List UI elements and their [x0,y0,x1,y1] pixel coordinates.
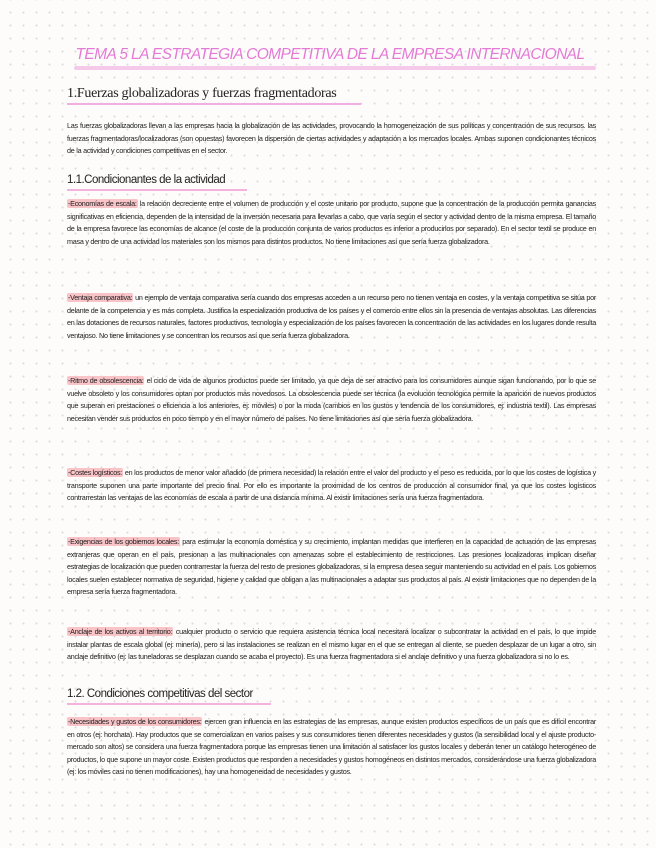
page-title: TEMA 5 LA ESTRATEGIA COMPETITIVA DE LA EMPRESA INTERNACIONAL [75,46,585,63]
item-text: cualquier producto o servicio que requiera asistencia técnica local necesitará localizar o subcontratar la actividad en el país, lo que impide instalar plantas de escala global (ej: minería), pero si las instalaciones se realizan en el mismo lugar en el que se entregan al cliente, se pueden desplazar de un lugar a otro, sin anclaje definitivo (ej: las tuneladoras se desplazan cuando se acaba el proyecto). Es una fuerza fragmentadora si el anclaje definitivo y una fuerza globalizadora si no lo es. [67,627,596,662]
item-text: la relación decreciente entre el volumen de producción y el coste unitario por producto, supone que la concentración de la producción permita ganancias significativas en eficiencia, dependen de la intensidad de la inversión necesaria para llevarlas a cabo, que varía según el sector y actividad dentro de la misma empresa. El tamaño de la empresa favorece las economías de alcance (el coste de la producción conjunta de varios productos es inferior a producirlos por separado). En el sector textil se produce en masa y dentro de una actividad los materiales son los mismos para distintos productos. No tiene limitaciones así que sería fuerza globalizadora. [67,199,596,246]
item-ritmo-obsolescencia [67,375,596,425]
item-term: -Ventaja comparativa: [68,293,133,302]
item-gobiernos-locales [67,536,596,599]
subheading-1-2: 1.2. Condiciones competitivas del sector [67,688,253,700]
item-necesidades-gustos [67,716,596,779]
section-underline [67,103,361,105]
item-term: -Economías de escala: [68,199,137,208]
item-text: para estimular la economía doméstica y su crecimiento, implantan medidas que interfieren en la capacidad de actuación de las empresas extranjeras que operan en el país, presionan a las multinacionales con amenazas sobre el establecimiento de restricciones. Las presiones localizadoras implican diseñar estrategias de localización que pueden contrarrestar la fuerza del resto de presiones globalizadoras, si la empresa desea seguir manteniendo su actividad en el país. Los gobiernos locales suelen establecer normativa de seguridad, higiene y calidad que obligan a las multinacionales a adaptar sus productos al país. Al existir limitaciones que no dependen de la empresa sería fuerza fragmentadora. [67,537,596,597]
intro-paragraph: Las fuerzas globalizadoras llevan a las empresas hacia la globalización de las actividades, provocando la homogeneización de sus políticas y concentración de sus recursos. las fuerzas fragmentadoras/localizadoras (son opuestas) favorecen la dispersión de ciertas actividades y adaptación a los mercados locales. Ambas suponen condicionantes técnicos de la actividad y condiciones competitivas en el sector. [67,121,596,156]
item-text: ejercen gran influencia en las estrategias de las empresas, aunque existen productos específicos de un país que es difícil encontrar en otros (ej: horchata). Hay productos que se comercializan en varios países y sus consumidores tienen diferentes necesidades y gustos (la sensibilidad local y el ajuste producto-mercado son altos) se considera una fuerza fragmentadora porque las empresas tienen una limitación al satisfacer los gustos locales y deberán tener un catálogo heterogéneo de productos, lo que supone un mayor coste. Existen productos que responden a necesidades y gustos homogéneos en distintos mercados, considerándose una fuerza globalizadora (ej: los móviles casi no tienen modificaciones), hay una homogeneidad de necesidades y gustos. [67,717,596,777]
item-term: -Ritmo de obsolescencia: [68,376,144,385]
item-text: el ciclo de vida de algunos productos puede ser limitado, ya que deja de ser atractivo para los consumidores aunque sigan funcionando, por lo que se vuelve obsoleto y los consumidores optan por productos más novedosos. La obsolescencia puede ser técnica (la evolución tecnológica permite la aparición de nuevos productos que superan en prestaciones o eficiencia a los anteriores, ej: móviles) o por la moda (cambios en los gustos y tendencia de los consumidores, ej: industria textil). Las empresas necesitan vender sus productos en poco tiempo y en el mayor número de países. No tiene limitaciones así que sería fuerza globalizadora. [67,376,596,423]
item-text: en los productos de menor valor añadido (de primera necesidad) la relación entre el valor del producto y el peso es reducida, por lo que los costes de logística y transporte suponen una parte importante del precio final. Por ello es importante la proximidad de los centros de producción al consumidor final, ya que los costes logísticos contrarrestan las ventajas de las economías de escala a partir de una distancia mínima. Al existir limitaciones sería una fuerza fragmentadora. [67,468,597,503]
item-ventaja-comparativa [67,292,596,342]
item-anclaje-activos [67,626,596,664]
item-term: -Costes logísticos: [68,468,123,477]
item-text: un ejemplo de ventaja comparativa sería cuando dos empresas acceden a un recurso pero no tienen ventaja en costes, y la ventaja competitiva se sitúa por delante de la competencia y es más completa. Justifica la especialización productiva de los países y el comercio entre ellos sin la presencia de ventajas absolutas. Las diferencias en las dotaciones de recursos naturales, factores productivos, tecnología y especialización de los países favorecen la concentración de las actividades en los lugares donde resulta ventajoso. No tiene limitaciones y se concentran los recursos así que sería fuerza globalizadora. [67,293,596,340]
item-term: -Anclaje de los activos al territorio: [68,627,173,636]
item-term: -Exigencias de los gobiernos locales: [68,537,180,546]
item-economias-escala [67,198,596,248]
item-term: -Necesidades y gustos de los consumidores: [68,717,202,726]
item-costes-logisticos [67,467,596,505]
subheading-underline [67,189,247,191]
title-highlight [74,66,596,70]
section-heading-1: 1.Fuerzas globalizadoras y fuerzas fragmentadoras [67,86,337,101]
subheading-1-1: 1.1.Condicionantes de la actividad [67,174,226,186]
subheading-underline [67,703,271,705]
